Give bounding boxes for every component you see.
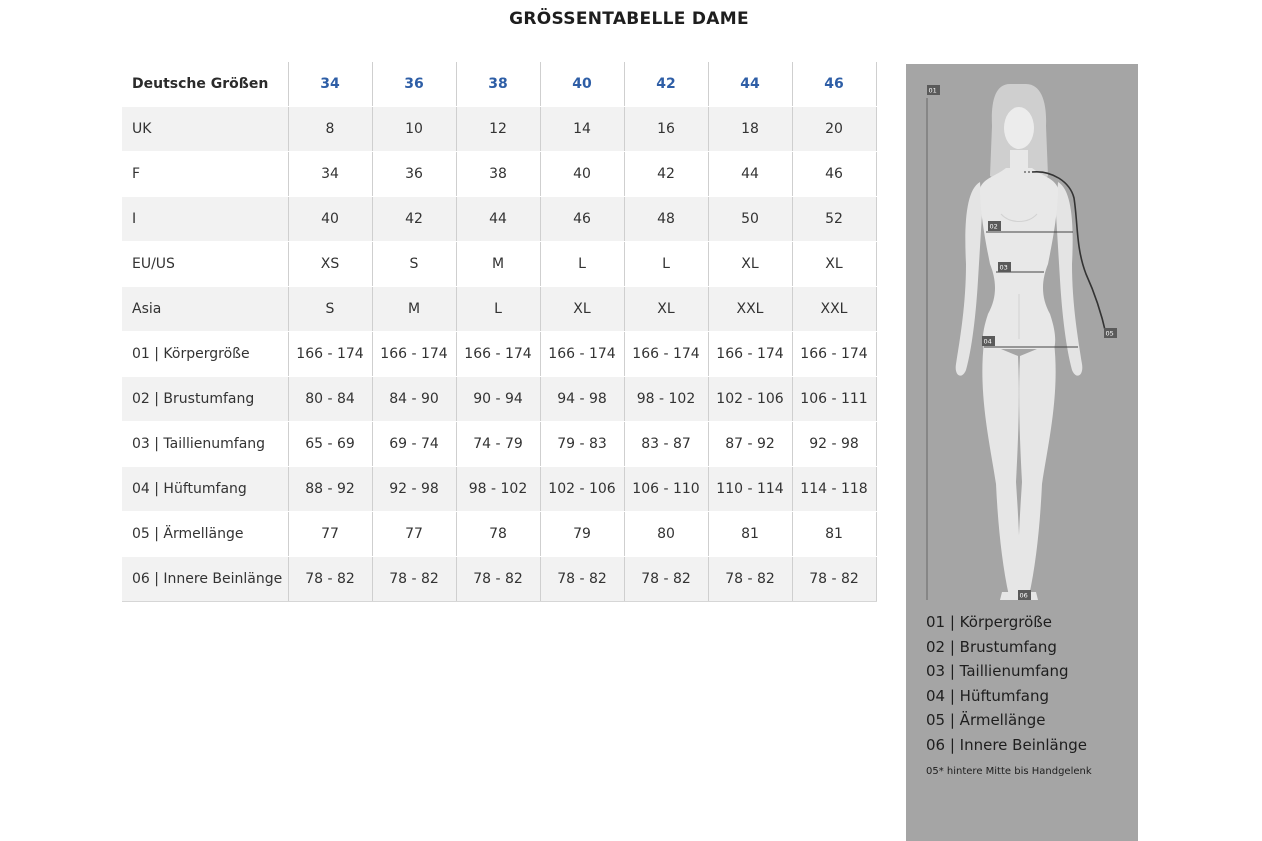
- marker-02: 02: [989, 222, 998, 231]
- size-header-cell: 38: [456, 62, 540, 107]
- table-cell: 166 - 174: [708, 332, 792, 377]
- table-cell: 83 - 87: [624, 422, 708, 467]
- table-cell: 79 - 83: [540, 422, 624, 467]
- table-cell: L: [456, 287, 540, 332]
- legend-item-innere-beinlaenge: 06 | Innere Beinlänge: [926, 735, 1087, 754]
- table-cell: 78 - 82: [372, 557, 456, 602]
- table-cell: 166 - 174: [372, 332, 456, 377]
- sleeve-footnote: 05* hintere Mitte bis Handgelenk: [926, 766, 1092, 777]
- table-row: [122, 107, 876, 152]
- table-cell: 34: [288, 152, 372, 197]
- table-cell: 78 - 82: [708, 557, 792, 602]
- table-cell: 69 - 74: [372, 422, 456, 467]
- table-cell: 92 - 98: [792, 422, 876, 467]
- table-cell: 81: [792, 512, 876, 557]
- size-header-cell: 36: [372, 62, 456, 107]
- table-cell: L: [624, 242, 708, 287]
- size-header-cell: 34: [288, 62, 372, 107]
- table-cell: S: [288, 287, 372, 332]
- table-cell: XL: [792, 242, 876, 287]
- table-cell: 12: [456, 107, 540, 152]
- table-row: [122, 512, 876, 557]
- table-row: [122, 332, 876, 377]
- table-cell: 79: [540, 512, 624, 557]
- table-header-row: [122, 62, 876, 107]
- table-cell: 106 - 111: [792, 377, 876, 422]
- table-cell: 110 - 114: [708, 467, 792, 512]
- table-cell: 44: [456, 197, 540, 242]
- table-cell: XS: [288, 242, 372, 287]
- table-row: [122, 422, 876, 467]
- row-label-cell: 05 | Ärmellänge: [122, 512, 288, 557]
- table-cell: 14: [540, 107, 624, 152]
- row-label-cell: 04 | Hüftumfang: [122, 467, 288, 512]
- table-row: [122, 467, 876, 512]
- row-label-cell: EU/US: [122, 242, 288, 287]
- size-header-cell: 46: [792, 62, 876, 107]
- table-cell: 65 - 69: [288, 422, 372, 467]
- size-header-cell: 44: [708, 62, 792, 107]
- table-cell: 78 - 82: [456, 557, 540, 602]
- size-table: [122, 62, 877, 602]
- row-label-cell: Asia: [122, 287, 288, 332]
- table-cell: 90 - 94: [456, 377, 540, 422]
- table-cell: 77: [288, 512, 372, 557]
- table-cell: 20: [792, 107, 876, 152]
- header-label-cell: Deutsche Größen: [122, 62, 288, 107]
- table-cell: 166 - 174: [792, 332, 876, 377]
- table-cell: XXL: [708, 287, 792, 332]
- row-label-cell: 06 | Innere Beinlänge: [122, 557, 288, 602]
- table-cell: 10: [372, 107, 456, 152]
- row-label-cell: I: [122, 197, 288, 242]
- legend-item-brustumfang: 02 | Brustumfang: [926, 637, 1057, 656]
- row-label-cell: UK: [122, 107, 288, 152]
- table-cell: 92 - 98: [372, 467, 456, 512]
- table-cell: 81: [708, 512, 792, 557]
- body-figure-panel: [906, 64, 1138, 841]
- table-cell: M: [456, 242, 540, 287]
- table-cell: 78 - 82: [624, 557, 708, 602]
- table-cell: 40: [288, 197, 372, 242]
- table-cell: 102 - 106: [708, 377, 792, 422]
- marker-06: 06: [1019, 591, 1028, 600]
- row-label-cell: 03 | Taillienumfang: [122, 422, 288, 467]
- row-label-cell: F: [122, 152, 288, 197]
- marker-04: 04: [983, 337, 992, 346]
- table-cell: 48: [624, 197, 708, 242]
- table-cell: XL: [708, 242, 792, 287]
- table-cell: 40: [540, 152, 624, 197]
- table-cell: 18: [708, 107, 792, 152]
- size-header-cell: 42: [624, 62, 708, 107]
- table-cell: 94 - 98: [540, 377, 624, 422]
- table-cell: 78 - 82: [792, 557, 876, 602]
- female-body-figure: [906, 64, 1138, 604]
- table-row: [122, 377, 876, 422]
- table-cell: M: [372, 287, 456, 332]
- table-cell: 80 - 84: [288, 377, 372, 422]
- row-label-cell: 01 | Körpergröße: [122, 332, 288, 377]
- table-cell: 78: [456, 512, 540, 557]
- table-cell: 74 - 79: [456, 422, 540, 467]
- marker-01: 01: [928, 86, 937, 95]
- table-cell: XXL: [792, 287, 876, 332]
- table-cell: 102 - 106: [540, 467, 624, 512]
- table-cell: XL: [540, 287, 624, 332]
- table-cell: 8: [288, 107, 372, 152]
- measurement-legend: [926, 610, 1087, 758]
- table-cell: 46: [540, 197, 624, 242]
- size-header-cell: 40: [540, 62, 624, 107]
- legend-item-koerpergroesse: 01 | Körpergröße: [926, 613, 1052, 631]
- table-cell: 52: [792, 197, 876, 242]
- page-title: GRÖSSENTABELLE DAME: [509, 9, 749, 29]
- table-cell: 78 - 82: [540, 557, 624, 602]
- table-row: [122, 197, 876, 242]
- table-row: [122, 242, 876, 287]
- table-cell: S: [372, 242, 456, 287]
- table-row: [122, 557, 876, 602]
- table-cell: 88 - 92: [288, 467, 372, 512]
- table-cell: 98 - 102: [624, 377, 708, 422]
- table-cell: 36: [372, 152, 456, 197]
- table-cell: 166 - 174: [624, 332, 708, 377]
- table-cell: 166 - 174: [540, 332, 624, 377]
- legend-item-aermellaenge: 05 | Ärmellänge: [926, 711, 1046, 730]
- marker-05: 05: [1105, 329, 1114, 338]
- table-cell: 166 - 174: [288, 332, 372, 377]
- legend-item-taillienumfang: 03 | Taillienumfang: [926, 662, 1069, 681]
- table-cell: 42: [372, 197, 456, 242]
- table-cell: 77: [372, 512, 456, 557]
- table-cell: 42: [624, 152, 708, 197]
- table-cell: 38: [456, 152, 540, 197]
- table-cell: XL: [624, 287, 708, 332]
- row-label-cell: 02 | Brustumfang: [122, 377, 288, 422]
- table-cell: 80: [624, 512, 708, 557]
- table-row: [122, 152, 876, 197]
- table-cell: 84 - 90: [372, 377, 456, 422]
- table-cell: 44: [708, 152, 792, 197]
- table-cell: 114 - 118: [792, 467, 876, 512]
- table-cell: L: [540, 242, 624, 287]
- table-row: [122, 287, 876, 332]
- legend-item-hueftumfang: 04 | Hüftumfang: [926, 686, 1049, 705]
- table-cell: 78 - 82: [288, 557, 372, 602]
- table-cell: 106 - 110: [624, 467, 708, 512]
- table-cell: 50: [708, 197, 792, 242]
- table-cell: 16: [624, 107, 708, 152]
- table-cell: 166 - 174: [456, 332, 540, 377]
- table-cell: 87 - 92: [708, 422, 792, 467]
- table-cell: 98 - 102: [456, 467, 540, 512]
- table-cell: 46: [792, 152, 876, 197]
- marker-03: 03: [999, 263, 1008, 272]
